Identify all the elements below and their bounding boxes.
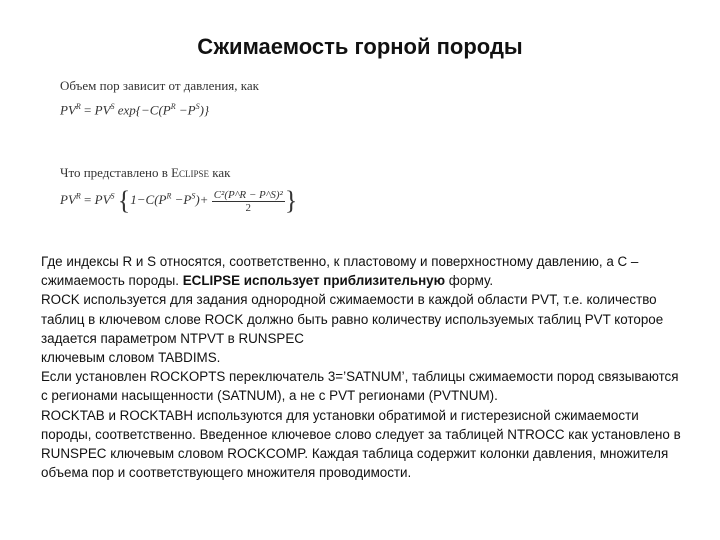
intro2-prefix: Что представлено в xyxy=(60,165,168,180)
intro2-brand: Eclipse xyxy=(171,165,210,180)
paragraph-1-text: Где индексы R и S относятся, соответственно, к пластовому и поверхностному давлению, а C – сжимаемость породы. xyxy=(41,254,639,289)
paragraph-1 xyxy=(41,252,681,290)
eq1-term: PV xyxy=(94,102,111,118)
eq1-lhs: PV xyxy=(60,102,76,118)
eq2-close: )+ xyxy=(195,191,209,207)
paragraph-1-tail: форму. xyxy=(445,273,494,289)
eq2-minus: −P xyxy=(174,191,192,207)
eq1-func: exp{−C(P xyxy=(117,102,171,118)
page-title: Сжимаемость горной породы xyxy=(197,34,523,59)
right-brace-icon: } xyxy=(284,186,298,215)
paragraph-4: Если установлен ROCKOPTS переключатель 3=’SATNUM’, таблицы сжимаемости пород связываются с регионами насыщенности (SATNUM), а не с PVT регионами (PVTNUM). xyxy=(41,369,679,404)
equation-2 xyxy=(60,188,297,214)
eq2-sup-r2: R xyxy=(166,191,172,201)
eq2-denominator: 2 xyxy=(245,201,251,214)
equation-1 xyxy=(60,102,209,118)
eq1-minus: −P xyxy=(178,102,196,118)
formula-intro-2 xyxy=(60,165,231,181)
eq1-sup-s2: S xyxy=(195,102,200,111)
left-brace-icon: { xyxy=(117,186,131,215)
eq2-fraction xyxy=(212,189,285,214)
paragraph-2: ROCK используется для задания однородной сжимаемости в каждой области PVT, т.е. количество таблиц в ключевом слове ROCK должно быть равно количеству используемых таблиц PVT которое задается параметром NTPVT в RUNSPEC xyxy=(41,292,664,346)
paragraph-1-bold: ECLIPSE использует приблизительную xyxy=(182,273,446,289)
paragraph-5: ROCKTAB и ROCKTABH используются для установки обратимой и гистерезисной сжимаемости породы, соответственно. Введенное ключевое слово следует за таблицей NTROCC как установлено в RUNSPEC ключевым словом ROCKCOMP. Каждая таблица содержит колонки давления, множителя объема пор и соответствующего множителя проводимости. xyxy=(41,407,681,481)
eq2-numerator: C²(P^R − P^S)² xyxy=(213,188,283,201)
body-text xyxy=(41,252,681,482)
formula-figure xyxy=(60,70,320,245)
eq2-sup-r: R xyxy=(75,191,81,201)
eq2-lhs: PV xyxy=(60,191,76,207)
formula-intro-1: Объем пор зависит от давления, как xyxy=(60,78,259,93)
eq1-close: )} xyxy=(199,102,210,118)
eq1-equals: = xyxy=(84,102,92,118)
eq1-sup-r: R xyxy=(75,102,81,111)
eq2-term: PV xyxy=(94,191,111,207)
eq2-equals: = xyxy=(84,191,92,207)
eq1-sup-r2: R xyxy=(170,102,176,111)
eq2-sup-s2: S xyxy=(191,191,196,201)
eq2-sup-s: S xyxy=(110,191,115,201)
intro2-suffix: как xyxy=(212,165,231,180)
eq2-open: 1−C(P xyxy=(130,191,167,207)
eq1-sup-s: S xyxy=(110,102,115,111)
paragraph-3: ключевым словом TABDIMS. xyxy=(41,350,221,366)
